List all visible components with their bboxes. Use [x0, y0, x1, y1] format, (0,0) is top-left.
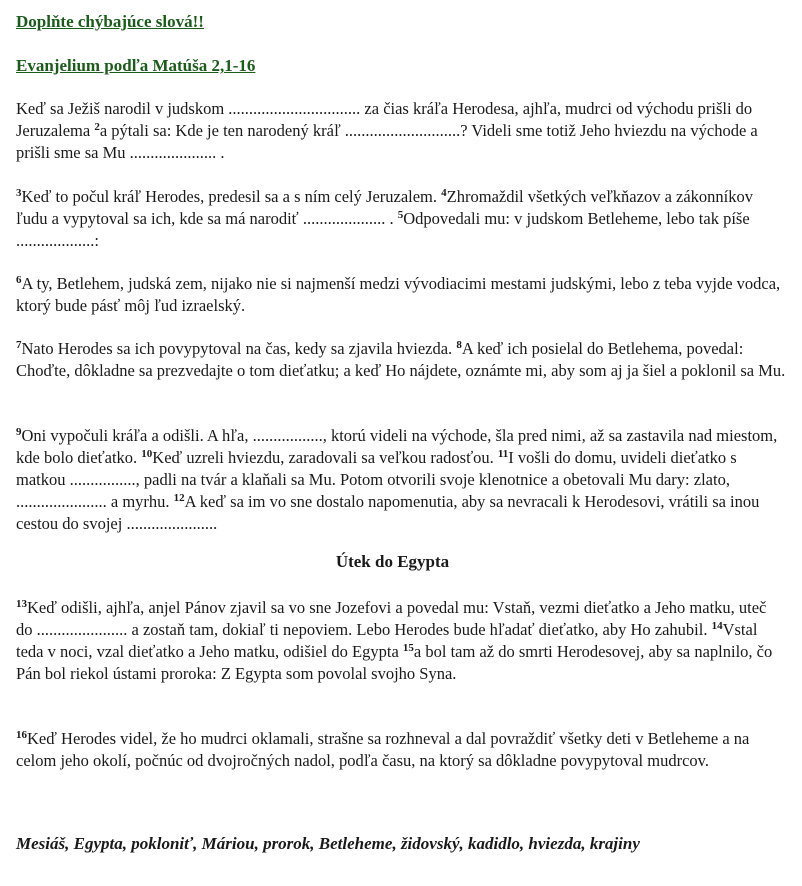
verse-4-text: Zhromaždil všetkých veľkňazov a zákonníkov ľudu a vypytoval sa ich, kde sa má narodiť .................... . — [16, 187, 754, 228]
verse-10-text: Keď uzreli hviezdu, zaradovali sa veľkou radosťou. — [152, 448, 498, 467]
paragraph-verses-1-2 — [16, 98, 786, 164]
word-bank: Mesiáš, Egypta, pokloniť, Máriou, prorok, Betleheme, židovský, kadidlo, hviezda, krajiny — [16, 834, 640, 853]
verse-number: 3 — [16, 187, 22, 199]
verse-number: 10 — [141, 448, 153, 460]
verse-number: 2 — [94, 121, 100, 133]
verse-number: 4 — [441, 187, 447, 199]
verse-2-text: a pýtali sa: Kde je ten narodený kráľ ............................? Videli sme totiž Jeho hviezdu na východe a prišli sme sa Mu ..................... . — [16, 121, 758, 162]
verse-number: 12 — [173, 492, 185, 504]
instruction-heading: Doplňte chýbajúce slová!! — [16, 12, 204, 31]
verse-11-text: I vošli do domu, uvideli dieťatko s matkou ................, padli na tvár a klaňali sa Mu. Potom otvorili svoje klenotnice a obetovali Mu dary: zlato, ...................... a myrhu. — [16, 448, 737, 511]
verse-5-text: Odpovedali mu: v judskom Betleheme, lebo tak píše ...................: — [16, 209, 750, 250]
verse-number: 9 — [16, 426, 22, 438]
verse-number: 8 — [456, 339, 462, 351]
verse-14-text: Vstal teda v noci, vzal dieťatko a Jeho matku, odišiel do Egypta — [16, 620, 758, 661]
verse-number: 14 — [711, 620, 723, 632]
verse-13-text: Keď odišli, ajhľa, anjel Pánov zjavil sa vo sne Jozefovi a povedal mu: Vstaň, vezmi dieťatko a Jeho matku, uteč do ...................... a zostaň tam, dokiaľ ti nepoviem. Lebo Herodes bude hľadať dieťatko, aby Ho zahubil. — [16, 598, 767, 639]
verse-number: 16 — [16, 729, 27, 741]
verse-8-text: A keď ich posielal do Betlehema, povedal: Choďte, dôkladne sa prezvedajte o tom dieťatku; a keď Ho nájdete, oznámte mi, aby som aj ja šiel a poklonil sa Mu. — [16, 339, 786, 380]
paragraph-verses-7-8 — [16, 338, 786, 382]
paragraph-verses-9-12 — [16, 425, 786, 535]
verse-9-text: Oni vypočuli kráľa a odišli. A hľa, ................., ktorú videli na východe, šla pred nimi, až sa zastavila nad miestom, kde bolo dieťatko. — [16, 426, 778, 467]
verse-number: 7 — [16, 339, 22, 351]
paragraph-verses-3-5 — [16, 186, 786, 252]
verse-number: 5 — [397, 209, 404, 221]
verse-number: 13 — [16, 598, 27, 610]
verse-16-text: Keď Herodes videl, že ho mudrci oklamali, strašne sa rozhneval a dal povraždiť všetky deti v Betleheme a na celom jeho okolí, počnúc od dvojročných nadol, podľa času, na ktorý sa dôkladne povypytoval mudrcov. — [16, 729, 750, 770]
verse-12-text: A keď sa im vo sne dostalo napomenutia, aby sa nevracali k Herodesovi, vrátili sa inou cestou do svojej ...................... — [16, 492, 760, 533]
section-title: Útek do Egypta — [335, 552, 450, 571]
verse-6-text: A ty, Betlehem, judská zem, nijako nie si najmenší medzi vývodiacimi mestami judskými, lebo z teba vyjde vodca, ktorý bude pásť môj ľud izraelský. — [16, 274, 781, 315]
verse-15-text: a bol tam až do smrti Herodesovej, aby sa naplnilo, čo Pán bol riekol ústami proroka: Z Egypta som povolal svojho Syna. — [16, 642, 773, 683]
verse-number: 11 — [497, 448, 509, 460]
verse-number: 15 — [402, 642, 414, 654]
verse-3-text: Keď to počul kráľ Herodes, predesil sa a s ním celý Jeruzalem. — [21, 187, 442, 206]
gospel-title: Evanjelium podľa Matúša 2,1-16 — [16, 56, 256, 75]
paragraph-verse-16 — [16, 728, 786, 772]
paragraph-verse-6 — [16, 273, 786, 317]
verse-number: 6 — [16, 274, 22, 286]
paragraph-verses-13-15 — [16, 597, 786, 685]
verse-1-text: Keď sa Ježiš narodil v judskom ................................ za čias kráľa Herodesa, ajhľa, mudrci od východu prišli do Jeruzalema — [16, 99, 753, 140]
verse-7-text: Nato Herodes sa ich povypytoval na čas, kedy sa zjavila hviezda. — [21, 339, 457, 358]
